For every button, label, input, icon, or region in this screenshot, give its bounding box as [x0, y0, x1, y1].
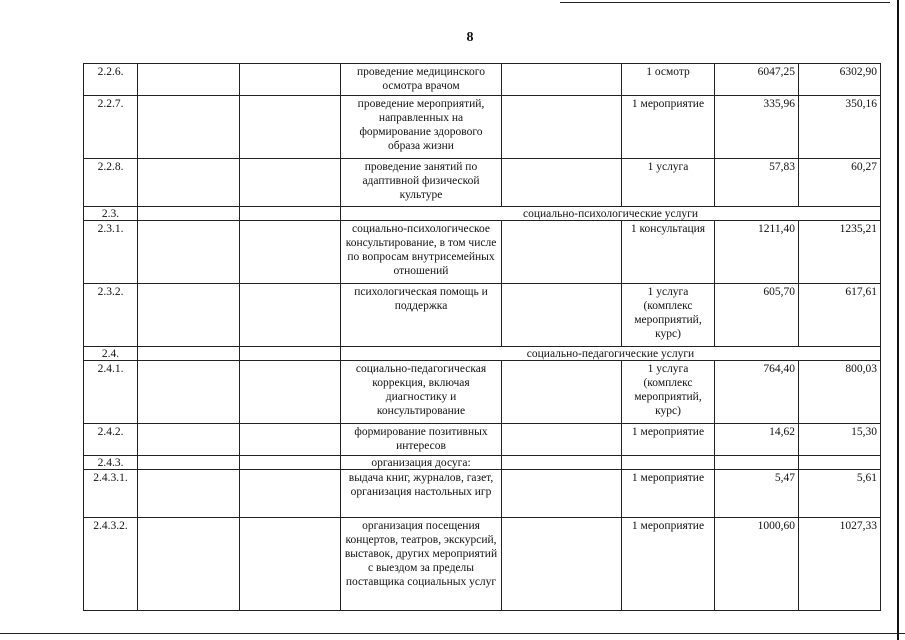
empty-cell [138, 518, 240, 611]
empty-cell [240, 284, 341, 347]
service-name: выдача книг, журналов, газет, организация настольных игр [341, 470, 502, 518]
table-body [84, 64, 881, 611]
tariff-value-1: 764,40 [715, 361, 799, 424]
row-number: 2.3.1. [84, 221, 138, 284]
table-row [84, 221, 881, 284]
tariff-value-1: 6047,25 [715, 64, 799, 96]
empty-cell [240, 347, 341, 361]
tariff-value-2: 15,30 [799, 424, 881, 456]
top-rule [560, 2, 890, 3]
bottom-rule [0, 633, 905, 634]
row-number: 2.4. [84, 347, 138, 361]
empty-cell [240, 64, 341, 96]
row-number: 2.4.3. [84, 456, 138, 470]
service-name: социально-психологическое консультирование, в том числе по вопросам внутрисемейных отношений [341, 221, 502, 284]
empty-cell [502, 221, 622, 284]
empty-cell [138, 221, 240, 284]
page-number: 8 [466, 30, 474, 45]
tariff-value-1: 5,47 [715, 470, 799, 518]
empty-cell [502, 361, 622, 424]
empty-cell [138, 361, 240, 424]
tariff-value-2: 617,61 [799, 284, 881, 347]
unit-of-service [622, 456, 715, 470]
empty-cell [240, 96, 341, 159]
row-number: 2.2.8. [84, 159, 138, 207]
tariff-value-2: 350,16 [799, 96, 881, 159]
table-row [84, 424, 881, 456]
service-name: организация досуга: [341, 456, 502, 470]
row-number: 2.3. [84, 207, 138, 221]
unit-of-service: 1 мероприятие [622, 518, 715, 611]
empty-cell [138, 284, 240, 347]
empty-cell [138, 64, 240, 96]
empty-cell [240, 221, 341, 284]
table-row [84, 361, 881, 424]
tariff-value-1: 57,83 [715, 159, 799, 207]
empty-cell [240, 207, 341, 221]
unit-of-service: 1 мероприятие [622, 424, 715, 456]
unit-of-service: 1 услуга [622, 159, 715, 207]
tariff-value-1: 1000,60 [715, 518, 799, 611]
empty-cell [138, 424, 240, 456]
tariff-value-2: 1027,33 [799, 518, 881, 611]
empty-cell [138, 159, 240, 207]
row-number: 2.4.3.2. [84, 518, 138, 611]
empty-cell [138, 207, 240, 221]
empty-cell [502, 456, 622, 470]
table-row [84, 470, 881, 518]
empty-cell [502, 470, 622, 518]
unit-of-service: 1 услуга (комплекс мероприятий, курс) [622, 361, 715, 424]
table-row [84, 456, 881, 470]
tariff-value-1: 1211,40 [715, 221, 799, 284]
tariff-value-2: 6302,90 [799, 64, 881, 96]
empty-cell [138, 347, 240, 361]
row-number: 2.4.3.1. [84, 470, 138, 518]
empty-cell [502, 424, 622, 456]
tariff-value-2: 800,03 [799, 361, 881, 424]
empty-cell [502, 159, 622, 207]
unit-of-service: 1 мероприятие [622, 96, 715, 159]
empty-cell [240, 518, 341, 611]
empty-cell [138, 96, 240, 159]
table-row [84, 518, 881, 611]
section-row [84, 207, 881, 221]
right-page-edge [897, 0, 899, 640]
row-number: 2.4.2. [84, 424, 138, 456]
unit-of-service: 1 консультация [622, 221, 715, 284]
tariff-value-2: 60,27 [799, 159, 881, 207]
tariff-value-1: 335,96 [715, 96, 799, 159]
tariff-value-2: 1235,21 [799, 221, 881, 284]
section-row [84, 347, 881, 361]
tariff-table [83, 63, 881, 611]
tariff-value-1: 605,70 [715, 284, 799, 347]
table-row [84, 96, 881, 159]
empty-cell [502, 518, 622, 611]
empty-cell [502, 64, 622, 96]
section-title: социально-педагогические услуги [341, 347, 881, 361]
empty-cell [240, 361, 341, 424]
tariff-value-2: 5,61 [799, 470, 881, 518]
empty-cell [240, 470, 341, 518]
tariff-value-2 [799, 456, 881, 470]
service-name: психологическая помощь и поддержка [341, 284, 502, 347]
table-row [84, 159, 881, 207]
unit-of-service: 1 мероприятие [622, 470, 715, 518]
service-name: формирование позитивных интересов [341, 424, 502, 456]
row-number: 2.4.1. [84, 361, 138, 424]
empty-cell [138, 456, 240, 470]
row-number: 2.2.7. [84, 96, 138, 159]
empty-cell [240, 159, 341, 207]
service-name: социально-педагогическая коррекция, включая диагностику и консультирование [341, 361, 502, 424]
empty-cell [138, 470, 240, 518]
unit-of-service: 1 услуга (комплекс мероприятий, курс) [622, 284, 715, 347]
service-name: проведение мероприятий, направленных на формирование здорового образа жизни [341, 96, 502, 159]
empty-cell [240, 424, 341, 456]
unit-of-service: 1 осмотр [622, 64, 715, 96]
tariff-value-1 [715, 456, 799, 470]
empty-cell [502, 96, 622, 159]
empty-cell [502, 284, 622, 347]
table-row [84, 64, 881, 96]
service-name: проведение медицинского осмотра врачом [341, 64, 502, 96]
row-number: 2.2.6. [84, 64, 138, 96]
section-title: социально-психологические услуги [341, 207, 881, 221]
tariff-value-1: 14,62 [715, 424, 799, 456]
service-name: проведение занятий по адаптивной физической культуре [341, 159, 502, 207]
service-name: организация посещения концертов, театров, экскурсий, выставок, других мероприятий с выездом за пределы поставщика социальных услуг [341, 518, 502, 611]
table-row [84, 284, 881, 347]
empty-cell [240, 456, 341, 470]
row-number: 2.3.2. [84, 284, 138, 347]
